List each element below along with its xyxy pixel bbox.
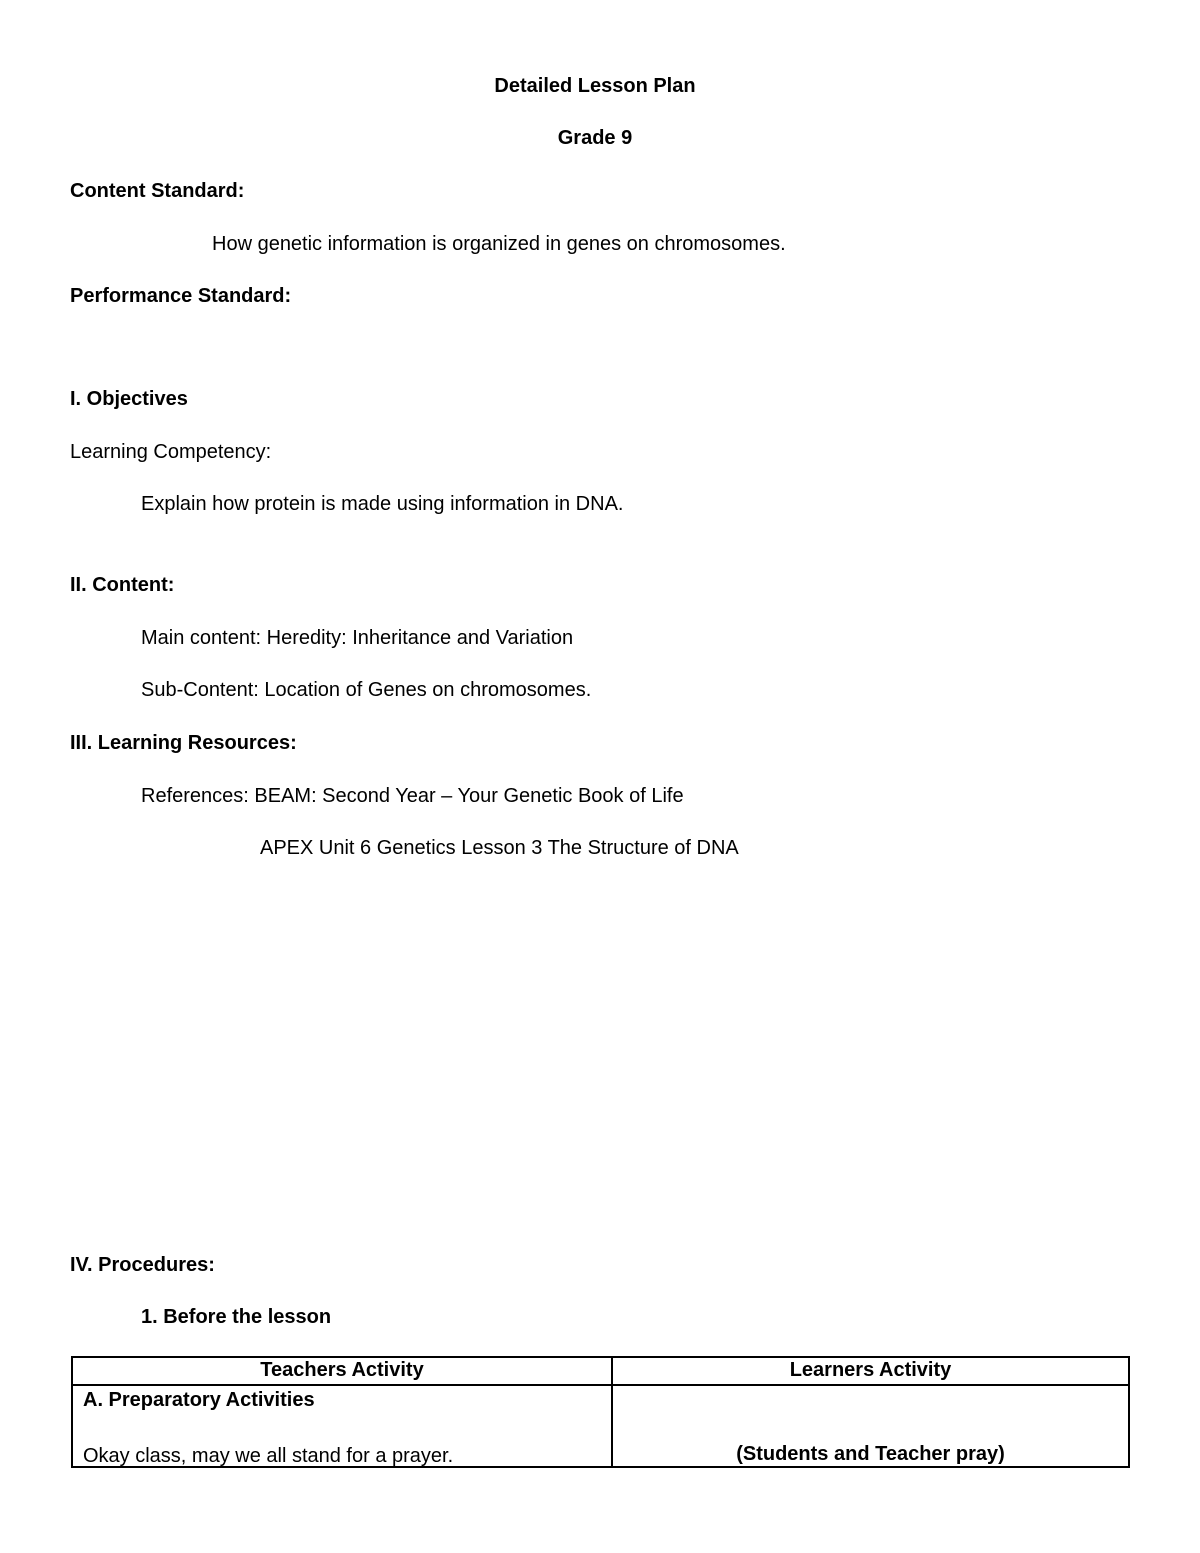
grade-level: Grade 9 (557, 127, 633, 149)
preparatory-activities-heading: A. Preparatory Activities (83, 1389, 315, 1411)
procedures-heading: IV. Procedures: (70, 1254, 215, 1276)
content-heading: II. Content: (70, 574, 175, 596)
table-header-row (72, 1357, 1129, 1385)
learning-resources-heading: III. Learning Resources: (70, 732, 297, 754)
learner-prayer-text: (Students and Teacher pray) (736, 1443, 1005, 1465)
table-row (72, 1385, 1129, 1467)
activities-table (71, 1356, 1130, 1468)
performance-standard-label: Performance Standard: (70, 285, 292, 307)
teachers-activity-header: Teachers Activity (72, 1357, 612, 1385)
learning-competency-text: Explain how protein is made using information in DNA. (141, 493, 624, 515)
teacher-prayer-text: Okay class, may we all stand for a prayer. (83, 1445, 454, 1467)
learners-activity-header: Learners Activity (612, 1357, 1129, 1385)
sub-content: Sub-Content: Location of Genes on chromosomes. (141, 679, 592, 701)
reference-1: References: BEAM: Second Year – Your Genetic Book of Life (141, 785, 684, 807)
document-title: Detailed Lesson Plan (494, 75, 696, 97)
teacher-activity-cell (72, 1385, 612, 1467)
main-content: Main content: Heredity: Inheritance and Variation (141, 627, 574, 649)
learner-activity-cell (612, 1385, 1129, 1467)
content-standard-label: Content Standard: (70, 180, 245, 202)
objectives-heading: I. Objectives (70, 388, 188, 410)
learning-competency-label: Learning Competency: (70, 441, 272, 463)
before-lesson-heading: 1. Before the lesson (141, 1306, 332, 1328)
reference-2: APEX Unit 6 Genetics Lesson 3 The Structure of DNA (260, 837, 739, 859)
content-standard-text: How genetic information is organized in genes on chromosomes. (212, 233, 786, 255)
